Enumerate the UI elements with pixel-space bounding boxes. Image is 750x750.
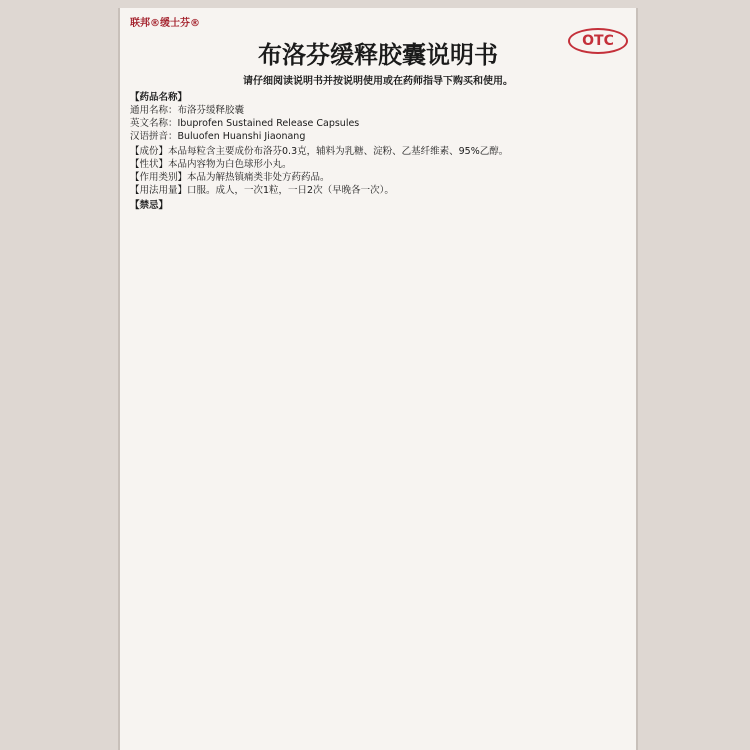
category: 【作用类别】本品为解热镇痛类非处方药药品。 — [130, 172, 330, 183]
otc-badge: OTC — [568, 28, 628, 54]
page-title: 布洛芬缓释胶囊说明书 — [258, 41, 498, 69]
pinyin-name: 汉语拼音：Buluofen Huanshi Jiaonang — [130, 131, 306, 142]
english-name: 英文名称：Ibuprofen Sustained Release Capsules — [130, 118, 360, 129]
appearance: 【性状】本品内容物为白色球形小丸。 — [130, 159, 292, 170]
usage-warning: 请仔细阅读说明书并按说明使用或在药师指导下购买和使用。 — [243, 76, 513, 87]
section-contraindications: 【禁忌】 — [130, 200, 169, 211]
brand-name: 联邦®缓士芬® — [130, 18, 200, 29]
leaflet-body — [130, 91, 626, 212]
dosage: 【用法用量】口服。成人，一次1粒，一日2次（早晚各一次）。 — [130, 185, 394, 196]
ingredients: 【成份】本品每粒含主要成份布洛芬0.3克，辅料为乳糖、淀粉、乙基纤维素、95%乙醇。 — [130, 146, 509, 157]
leaflet-sheet — [118, 8, 638, 750]
common-name: 通用名称：布洛芬缓释胶囊 — [130, 105, 245, 116]
section-drug-name: 【药品名称】 — [130, 92, 188, 103]
